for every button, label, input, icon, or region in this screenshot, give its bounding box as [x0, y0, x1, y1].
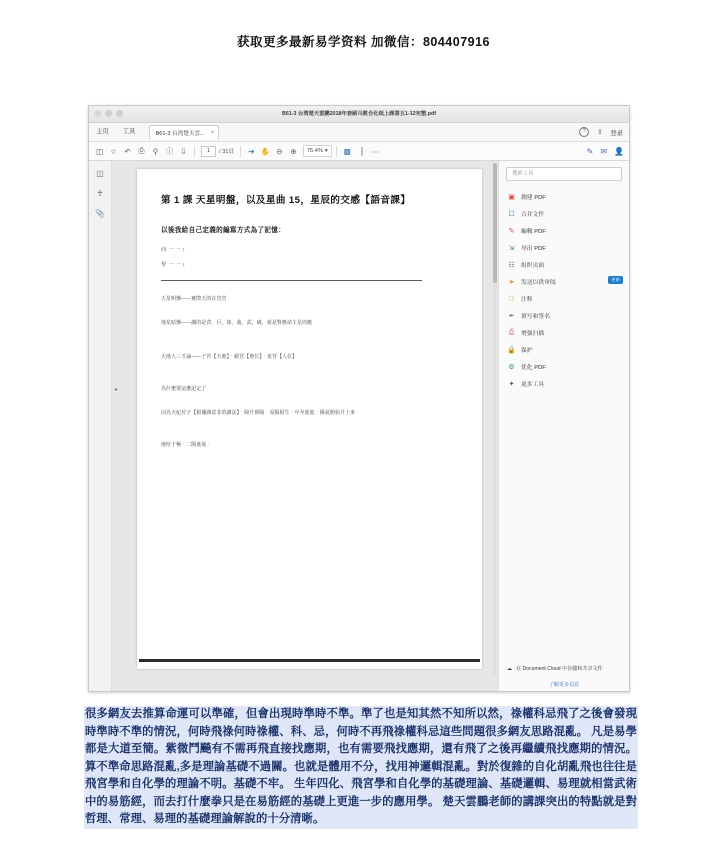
page-total-label: / 31頁 [219, 149, 234, 155]
tool-label: 編輯 PDF [521, 229, 546, 235]
bookmark-icon[interactable]: ♰ [97, 189, 103, 198]
download-icon[interactable]: ⇩ [180, 146, 187, 156]
combine-files-icon: ☐ [508, 210, 515, 218]
tool-label: 注释 [521, 297, 533, 303]
commentary-text [84, 706, 638, 829]
tool-label: 发送以供审阅 [521, 280, 556, 286]
pdf-note: 地星暗盤——講的是貪，巨，祿，曲，武，破，就是對應命主星的應 [161, 321, 313, 326]
pdf-note: 天星明盤——實際天的在宮宮 [161, 297, 227, 302]
acrobat-window [88, 105, 630, 692]
commentary-paragraph: 很多網友去推算命運可以準確，但會出現時準時不準。準了也是知其然不知所以然，祿權科忌飛了之後會發現時準時不準的情況，何時飛祿何時祿權、科、忌，何時不再飛祿權科忌這些問題很多網友思路混亂。 凡是易學都是大道至簡。紫微鬥飈有不需再飛直接找應期，也有需要飛找應期，還有飛了之後再繼續飛找應期的情況。算不準命思路混亂,多是理論基礎不過關。也就是體用不分，找用神邏輯混亂。對於復雜的自化胡亂飛也往往是飛宮學和自化學的理論不明。基礎不牢。 生年四化、飛宮學和自化學的基礎理論、基礎邏輯、易理就相當武術中的易筋經，而去打什麼拳只是在易筋經的基礎上更進一步的應用學。 楚天雲鵬老師的講課突出的特點就是對哲理、常理、易理的基礎理論解說的十分清晰。 [84, 706, 638, 829]
zoom-out-icon[interactable]: ⊖ [276, 146, 283, 156]
promo-banner: 获取更多最新易学资料 加微信：804407916 [236, 35, 491, 49]
attachment-icon[interactable]: 📎 [95, 209, 105, 218]
chevron-down-icon[interactable]: ▾ [324, 148, 328, 154]
help-icon[interactable]: ? [579, 127, 589, 137]
organize-pages-icon: ☷ [508, 261, 515, 269]
learn-more-link[interactable]: 了解更多信息 [548, 682, 580, 688]
zoom-level-value: 75.4% [306, 148, 323, 154]
comment-icon: ⚆ [508, 295, 515, 303]
tool-label: 组织页面 [521, 263, 545, 269]
optimize-pdf-icon: ⚙ [508, 363, 515, 371]
left-rail [89, 161, 112, 692]
pdf-page-footer-bar [139, 659, 480, 662]
page-number-input[interactable]: 1 [201, 146, 216, 157]
tool-label: 增强扫描 [521, 331, 545, 337]
window-controls[interactable] [94, 110, 123, 117]
zoom-in-icon[interactable]: ⊕ [290, 146, 297, 156]
tool-edit-pdf[interactable] [499, 222, 629, 239]
pdf-heading: 第 1 課 天星明盤，以及星曲 15，星辰的交感【語音課】 [161, 195, 411, 206]
protect-icon: 🔒 [507, 346, 516, 354]
pdf-hand-line: 學 一 一 ↓ [161, 262, 186, 268]
menu-item-home[interactable]: 主页 [96, 128, 109, 135]
create-pdf-icon: ▣ [508, 193, 515, 201]
minimize-window-button[interactable] [105, 110, 112, 117]
edit-pdf-icon: ✎ [508, 227, 515, 235]
page-thumbnails-icon[interactable]: ◫ [96, 169, 104, 178]
pdf-note: 因為天紀於子【根據課意非的講法】‧陽升倒陽‧易陽相生‧年至進進‧陽氣開始升上來‧ [161, 411, 361, 416]
close-window-button[interactable] [94, 110, 101, 117]
pdf-page [137, 169, 482, 669]
tool-export-pdf[interactable] [499, 239, 629, 256]
menu-bar-right [579, 123, 623, 141]
print-icon[interactable]: ⎙ [138, 146, 145, 155]
share-icon[interactable]: ⇧ [597, 128, 603, 136]
status-badge: 更新 [608, 276, 623, 284]
person-icon[interactable]: 👤 [614, 146, 624, 156]
tool-label: 保护 [521, 348, 533, 354]
email-icon[interactable]: ✉ [600, 146, 608, 156]
cloud-icon: ☁ [507, 665, 513, 672]
more-tools-icon: ✦ [508, 380, 515, 388]
search-tools-input[interactable]: 搜索工具 [506, 167, 622, 181]
tool-create-pdf[interactable] [499, 188, 629, 205]
document-tab-label: B61-3 台湾楚天雲... [155, 130, 205, 137]
window-titlebar [89, 106, 629, 123]
tool-fill-sign[interactable] [499, 307, 629, 324]
tool-label: 优化 PDF [521, 365, 546, 371]
document-tab[interactable] [149, 125, 220, 140]
cloud-storage-label: 在 Document Cloud 中存儲和共享文件 [516, 666, 603, 672]
fit-page-icon[interactable]: ⎟ [359, 146, 363, 156]
close-icon[interactable]: × [210, 129, 215, 136]
export-pdf-icon: ⇲ [508, 244, 515, 252]
cloud-storage-note [507, 665, 621, 672]
pdf-note: 為什麼要這麼記定了 [161, 387, 207, 392]
tool-label: 合并文件 [521, 212, 545, 218]
tools-panel [498, 161, 629, 692]
pdf-note: 地厚于極‧二陽進展‧ [161, 443, 212, 448]
send-review-icon: ➤ [508, 278, 515, 286]
tool-protect[interactable] [499, 341, 629, 358]
maximize-window-button[interactable] [116, 110, 123, 117]
menu-bar [89, 123, 629, 142]
toolbar-divider [336, 146, 337, 157]
edit-pdf-icon[interactable]: ✎ [586, 146, 594, 156]
toolbar [89, 142, 629, 161]
hand-icon[interactable]: ✋ [260, 146, 271, 156]
menu-item-tools[interactable]: 工具 [122, 128, 136, 135]
signin-button[interactable]: 登录 [610, 129, 623, 137]
zoom-level-select[interactable] [303, 145, 332, 157]
page-navigator[interactable] [201, 146, 234, 157]
window-title: B61-3 台湾楚天雲鹏2018年套路马教合化纸上課第五1-12完整.pdf [282, 111, 436, 117]
window-body [89, 161, 629, 692]
tool-send-review[interactable] [499, 273, 629, 290]
pdf-hand-line: 向 一 一 ↑ [161, 247, 186, 253]
star-icon[interactable]: ☆ [110, 146, 117, 156]
tool-more-tools[interactable] [499, 375, 629, 392]
tool-organize-pages[interactable] [499, 256, 629, 273]
pdf-note: 天地人三才論——子宮【天地】‧絕宮【地位】‧寅宮【人位】 [161, 355, 298, 360]
undo-icon[interactable]: ↶ [124, 146, 131, 156]
tool-label: 填写和签名 [521, 314, 550, 320]
pdf-divider [161, 280, 422, 281]
select-arrow-icon[interactable]: ➔ [248, 146, 255, 156]
tool-label: 导出 PDF [521, 246, 546, 252]
tool-scan-ocr[interactable] [499, 324, 629, 341]
tool-optimize-pdf[interactable] [499, 358, 629, 375]
tool-label: 更多工具 [521, 382, 545, 388]
page-thumbnail-icon[interactable]: ◫ [95, 146, 104, 156]
toolbar-divider [194, 146, 195, 157]
tool-label: 創建 PDF [521, 195, 546, 201]
panel-resize-handle[interactable]: ◂ [114, 387, 118, 393]
scrollbar-thumb[interactable] [493, 163, 497, 283]
toolbar-right-group [587, 142, 624, 160]
fill-sign-icon: ✒ [508, 312, 515, 320]
tool-comment[interactable] [499, 290, 629, 307]
vertical-scrollbar[interactable] [493, 163, 497, 675]
more-icon[interactable]: ⋯ [371, 146, 379, 156]
scan-ocr-icon: ⎙ [508, 328, 515, 336]
highlight-icon[interactable]: ▩ [343, 146, 351, 156]
tool-combine-files[interactable] [499, 205, 629, 222]
panel-footer [499, 665, 629, 688]
pdf-subheading: 以後我給自己定義的編寫方式為了記憶： [161, 227, 286, 234]
toolbar-divider [240, 146, 241, 157]
document-view[interactable] [112, 161, 498, 692]
search-icon[interactable]: ⚲ [152, 146, 159, 156]
info-icon[interactable]: ⓘ [165, 146, 174, 156]
